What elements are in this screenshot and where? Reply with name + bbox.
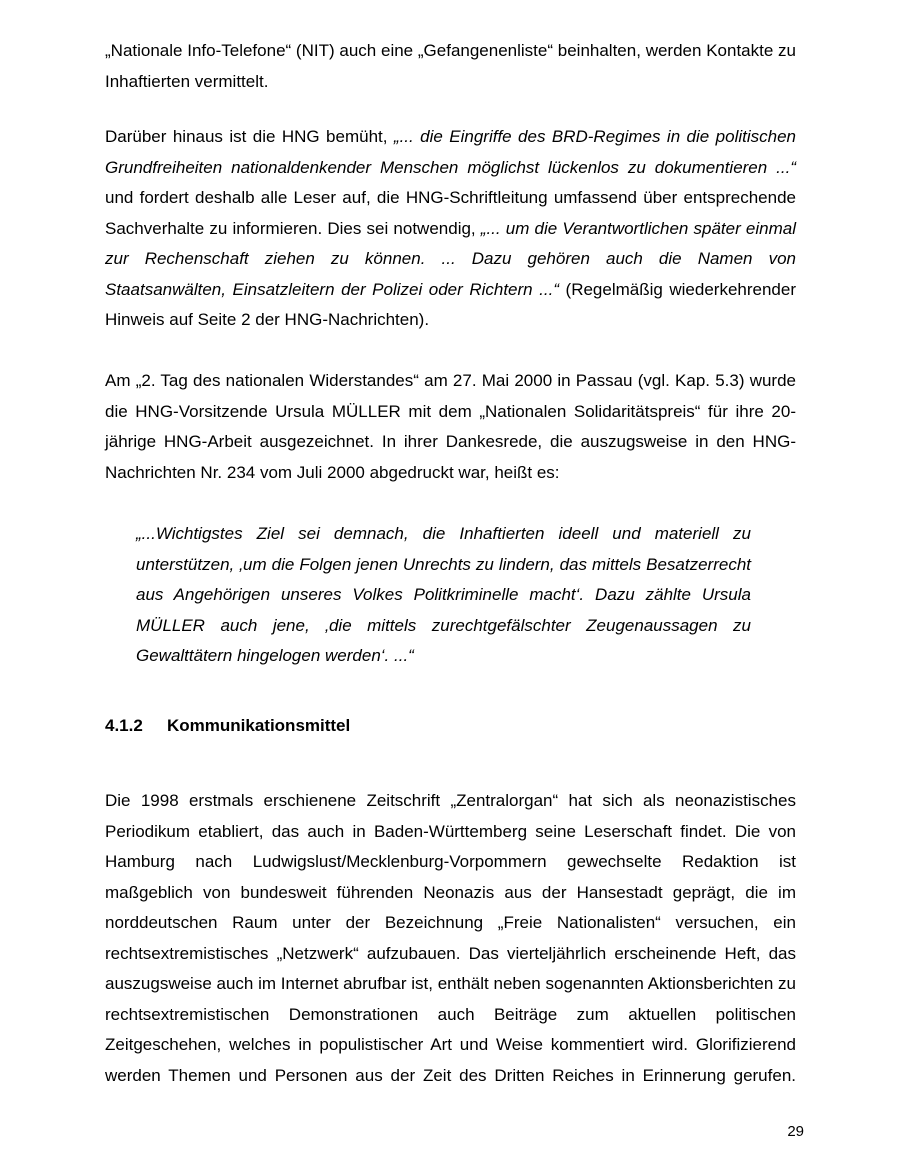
page-number: 29: [787, 1123, 804, 1140]
block-quote: „...Wichtigstes Ziel sei demnach, die Inhaftierten ideell und materiell zu unterstützen, ‚um die Folgen jenen Unrechts zu lindern, das mittels Besatzerrecht aus Angehörigen unseres Volkes Politkriminelle macht‘. Dazu zählte Ursula MÜLLER auch jene, ‚die mittels zurechtgefälschter Zeugenaussagen zu Gewalttätern hingelogen werden‘. ...“: [136, 524, 751, 665]
inline-quote: „... die Eingriffe des BRD-Regimes in die politischen Grundfreiheiten nationaldenkender Menschen möglichst lückenlos zu dokumentieren ...“: [105, 127, 796, 177]
paragraph-hng-documentation: [105, 122, 796, 336]
paragraph-zentralorgan: Die 1998 erstmals erschienene Zeitschrift „Zentralorgan“ hat sich als neonazistisches Periodikum etabliert, das auch in Baden-Württemberg seine Leserschaft findet. Die von Hamburg nach Ludwigslust/Mecklenburg-Vorpommern gewechselte Redaktion ist maßgeblich von bundesweit führenden Neonazis aus der Hansestadt geprägt, die im norddeutschen Raum unter der Bezeichnung „Freie Nationalisten“ versuchen, ein rechtsextremistisches „Netzwerk“ aufzubauen. Das vierteljährlich erscheinende Heft, das auszugsweise auch im Internet abrufbar ist, enthält neben sogenannten Aktionsberichten zu rechtsextremistischen Demonstrationen auch Beiträge zum aktuellen politischen Zeitgeschehen, welches in populistischer Art und Weise kommentiert wird. Glorifizierend werden Themen und Personen aus der Zeit des Dritten Reiches in Erinnerung gerufen.: [105, 791, 796, 1085]
paragraph-text: (Regelmäßig wiederkehrender Hinweis auf Seite 2 der HNG-Nachrichten).: [105, 279, 796, 329]
section-number: 4.1.2: [105, 716, 143, 735]
inline-quote: „... um die Verantwortlichen später einmal zur Rechenschaft ziehen zu können. ... Dazu gehören auch die Namen von Staatsanwälten, Einsatzleitern der Polizei oder Richtern ...“: [105, 218, 796, 299]
paragraph-nit: „Nationale Info-Telefone“ (NIT) auch eine „Gefangenenliste“ beinhalten, werden Kontakte zu Inhaftierten vermittelt.: [105, 41, 796, 91]
section-heading: [105, 714, 350, 738]
paragraph-widerstand: Am „2. Tag des nationalen Widerstandes“ am 27. Mai 2000 in Passau (vgl. Kap. 5.3) wurde die HNG-Vorsitzende Ursula MÜLLER mit dem „Nationalen Solidaritätspreis“ für ihre 20-jährige HNG-Arbeit ausgezeichnet. In ihrer Dankesrede, die auszugsweise in den HNG-Nachrichten Nr. 234 vom Juli 2000 abgedruckt war, heißt es:: [105, 371, 796, 482]
paragraph-text: und fordert deshalb alle Leser auf, die HNG-Schriftleitung umfassend über entsprechende Sachverhalte zu informieren. Dies sei notwendig,: [105, 188, 796, 238]
paragraph-text: Darüber hinaus ist die HNG bemüht,: [105, 127, 394, 146]
section-title: Kommunikationsmittel: [167, 716, 351, 735]
